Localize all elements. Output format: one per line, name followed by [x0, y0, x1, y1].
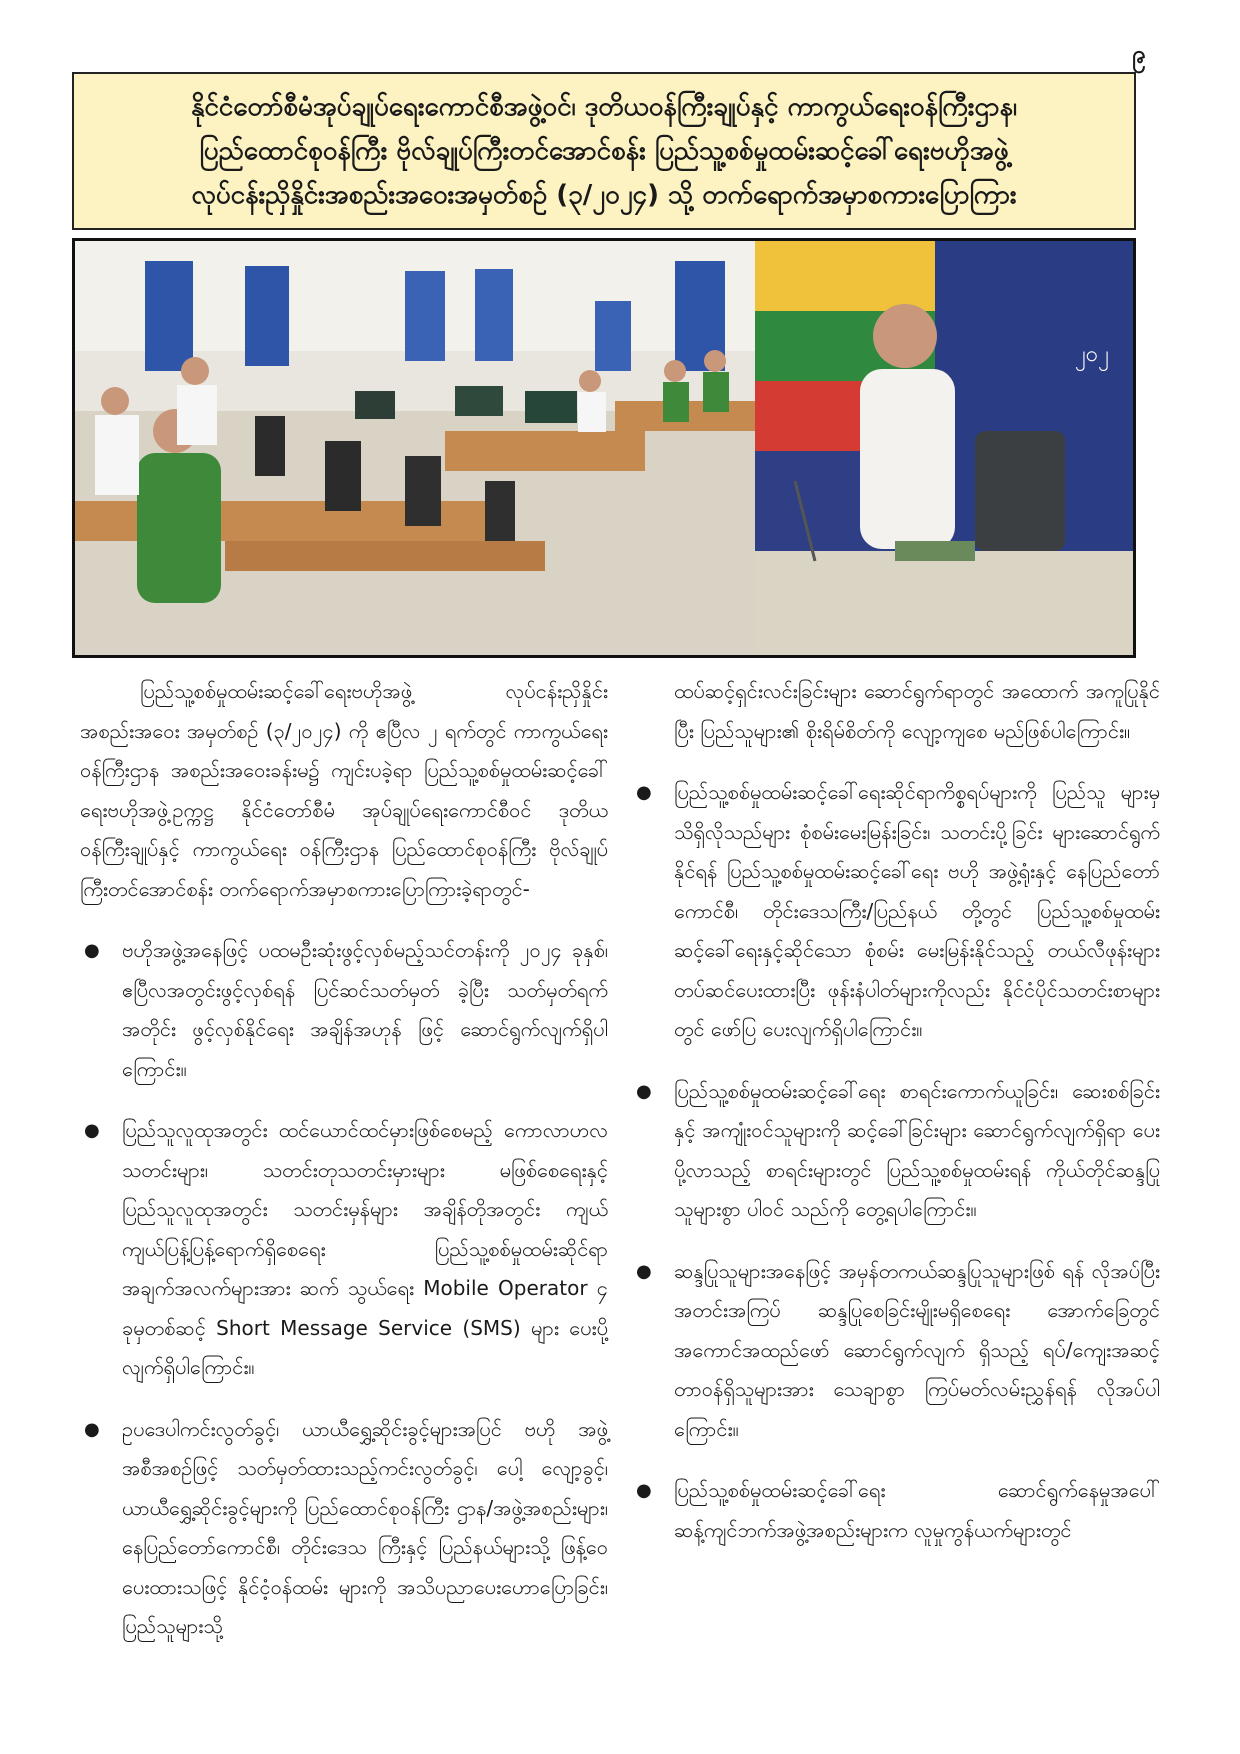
bullet-item: ● ပြည်သူ့စစ်မှုထမ်းဆင့်ခေါ်ရေးဆိုင်ရာကိစ္စရပ်များကို ပြည်သူ များမှသိရှိလိုသည်များ စုံစမ်းမေးမြန်းခြင်း၊ သတင်းပို့ခြင်း များဆောင်ရွက်နိုင်ရန် ပြည်သူ့စစ်မှုထမ်းဆင့်ခေါ်ရေး ဗဟို အဖွဲ့ရုံးနှင့် နေပြည်တော်ကောင်စီ၊ တိုင်းဒေသကြီး/ပြည်နယ် တို့တွင် ပြည်သူ့စစ်မှုထမ်းဆင့်ခေါ်ရေးနှင့်ဆိုင်သော စုံစမ်း မေးမြန်းနိုင်သည့် တယ်လီဖုန်းများတပ်ဆင်ပေးထားပြီး ဖုန်းနံပါတ်များကိုလည်း နိုင်ငံပိုင်သတင်းစာများတွင် ဖော်ပြ ပေးလျက်ရှိပါကြောင်း။ — [632, 773, 1160, 1050]
continuation-paragraph: ထပ်ဆင့်ရှင်းလင်းခြင်းများ ဆောင်ရွက်ရာတွင် အထောက် အကူပြုနိုင်ပြီး ပြည်သူများ၏ စိုးရိမ်စိတ်ကို လျော့ကျစေ မည်ဖြစ်ပါကြောင်း။ — [674, 679, 1160, 743]
bullet-item: ● ဥပဒေပါကင်းလွတ်ခွင့်၊ ယာယီရွှေ့ဆိုင်းခွင့်များအပြင် ဗဟို အဖွဲ့အစီအစဉ်ဖြင့် သတ်မှတ်ထားသည့်ကင်းလွတ်ခွင့်၊ ပေါ့ လျော့ခွင့်၊ ယာယီရွှေ့ဆိုင်းခွင့်များကို ပြည်ထောင်စုဝန်ကြီး ဌာန/အဖွဲ့အစည်းများ၊ နေပြည်တော်ကောင်စီ၊ တိုင်းဒေသ ကြီးနှင့် ပြည်နယ်များသို့ ဖြန့်ဝေပေးထားသဖြင့် နိုင်ငံ့ဝန်ထမ်း များကို အသိပညာပေးဟောပြောခြင်း၊ ပြည်သူများသို့ — [80, 1410, 608, 1647]
meeting-hall-photo — [75, 241, 755, 655]
photo-sign: ၂၀၂ — [1075, 342, 1109, 367]
meeting-photo — [72, 238, 1136, 658]
bullet-item: ● ပြည်သူလူထုအတွင်း ထင်ယောင်ထင်မှားဖြစ်စေမည့် ကောလာဟလသတင်းများ၊ သတင်းတုသတင်းမှားများ မဖြစ်စေရေးနှင့် ပြည်သူလူထုအတွင်း သတင်းမှန်များ အချိန်တိုအတွင်း ကျယ်ကျယ်ပြန့်ပြန့်ရောက်ရှိစေရေး ပြည်သူ့စစ်မှုထမ်းဆိုင်ရာ အချက်အလက်များအား ဆက် သွယ်ရေး Mobile Operator ၄ ခုမှတစ်ဆင့် Short Message Service (SMS) များ ပေးပို့လျက်ရှိပါကြောင်း။ — [80, 1111, 608, 1388]
bullet-item: ● ပြည်သူ့စစ်မှုထမ်းဆင့်ခေါ်ရေး ဆောင်ရွက်နေမှုအပေါ် ဆန့်ကျင်ဘက်အဖွဲ့အစည်းများက လူမှုကွန်ယက်များတွင် — [632, 1471, 1160, 1550]
headline-line-1: နိုင်ငံတော်စီမံအုပ်ချုပ်ရေးကောင်စီအဖွဲ့ဝင်၊ ဒုတိယဝန်ကြီးချုပ်နှင့် ကာကွယ်ရေးဝန်ကြီးဌာန၊ — [190, 92, 1018, 122]
speaker-photo — [755, 241, 1133, 655]
bullet-item: ● ဗဟိုအဖွဲ့အနေဖြင့် ပထမဦးဆုံးဖွင့်လှစ်မည့်သင်တန်းကို ၂၀၂၄ ခုနှစ်၊ ဧပြီလအတွင်းဖွင့်လှစ်ရန် ပြင်ဆင်သတ်မှတ် ခဲ့ပြီး သတ်မှတ်ရက်အတိုင်း ဖွင့်လှစ်နိုင်ရေး အချိန်အဟုန် ဖြင့် ဆောင်ရွက်လျက်ရှိပါကြောင်း။ — [80, 931, 608, 1089]
headline-line-2: ပြည်ထောင်စုဝန်ကြီး ဗိုလ်ချုပ်ကြီးတင်အောင်စန်း ပြည်သူ့စစ်မှုထမ်းဆင့်ခေါ်ရေးဗဟိုအဖွဲ့ — [199, 136, 1009, 166]
intro-paragraph: ပြည်သူ့စစ်မှုထမ်းဆင့်ခေါ်ရေးဗဟိုအဖွဲ့ လုပ်ငန်းညှိနှိုင်း အစည်းအဝေး အမှတ်စဉ် (၃/၂၀၂၄) ကို ဧပြီလ ၂ ရက်တွင် ကာကွယ်ရေးဝန်ကြီးဌာန အစည်းအဝေးခန်းမ၌ ကျင်းပခဲ့ရာ ပြည်သူ့စစ်မှုထမ်းဆင့်ခေါ်ရေးဗဟိုအဖွဲ့ဥက္ကဋ္ဌ နိုင်ငံတော်စီမံ အုပ်ချုပ်ရေးကောင်စီဝင် ဒုတိယဝန်ကြီးချုပ်နှင့် ကာကွယ်ရေး ဝန်ကြီးဌာန ပြည်ထောင်စုဝန်ကြီး ဗိုလ်ချုပ်ကြီးတင်အောင်စန်း တက်ရောက်အမှာစကားပြောကြားခဲ့ရာတွင်- — [80, 679, 608, 901]
left-column — [80, 672, 608, 1647]
headline-line-3: လုပ်ငန်းညှိနှိုင်းအစည်းအဝေးအမှတ်စဉ် (၃/၂၀၂၄) သို့ တက်ရောက်အမှာစကားပြောကြား — [191, 180, 1017, 210]
headline-box — [72, 72, 1136, 230]
right-column — [632, 672, 1160, 1550]
bullet-item: ● ဆန္ဒပြုသူများအနေဖြင့် အမှန်တကယ်ဆန္ဒပြုသူများဖြစ် ရန် လိုအပ်ပြီး အတင်းအကြပ် ဆန္ဒပြုစေခြင်းမျိုးမရှိစေရေး အောက်ခြေတွင် အကောင်အထည်ဖော် ဆောင်ရွက်လျက် ရှိသည့် ရပ်/ကျေးအဆင့်တာဝန်ရှိသူများအား သေချာစွာ ကြပ်မတ်လမ်းညွှန်ရန် လိုအပ်ပါကြောင်း။ — [632, 1252, 1160, 1450]
bullet-item: ● ပြည်သူ့စစ်မှုထမ်းဆင့်ခေါ်ရေး စာရင်းကောက်ယူခြင်း၊ ဆေးစစ်ခြင်းနှင့် အကျုံးဝင်သူများကို ဆင့်ခေါ်ခြင်းများ ဆောင်ရွက်လျက်ရှိရာ ပေးပို့လာသည့် စာရင်းများတွင် ပြည်သူ့စစ်မှုထမ်းရန် ကိုယ်တိုင်ဆန္ဒပြုသူများစွာ ပါဝင် သည်ကို တွေ့ရပါကြောင်း။ — [632, 1072, 1160, 1230]
page-number: ၉ — [1132, 40, 1146, 68]
